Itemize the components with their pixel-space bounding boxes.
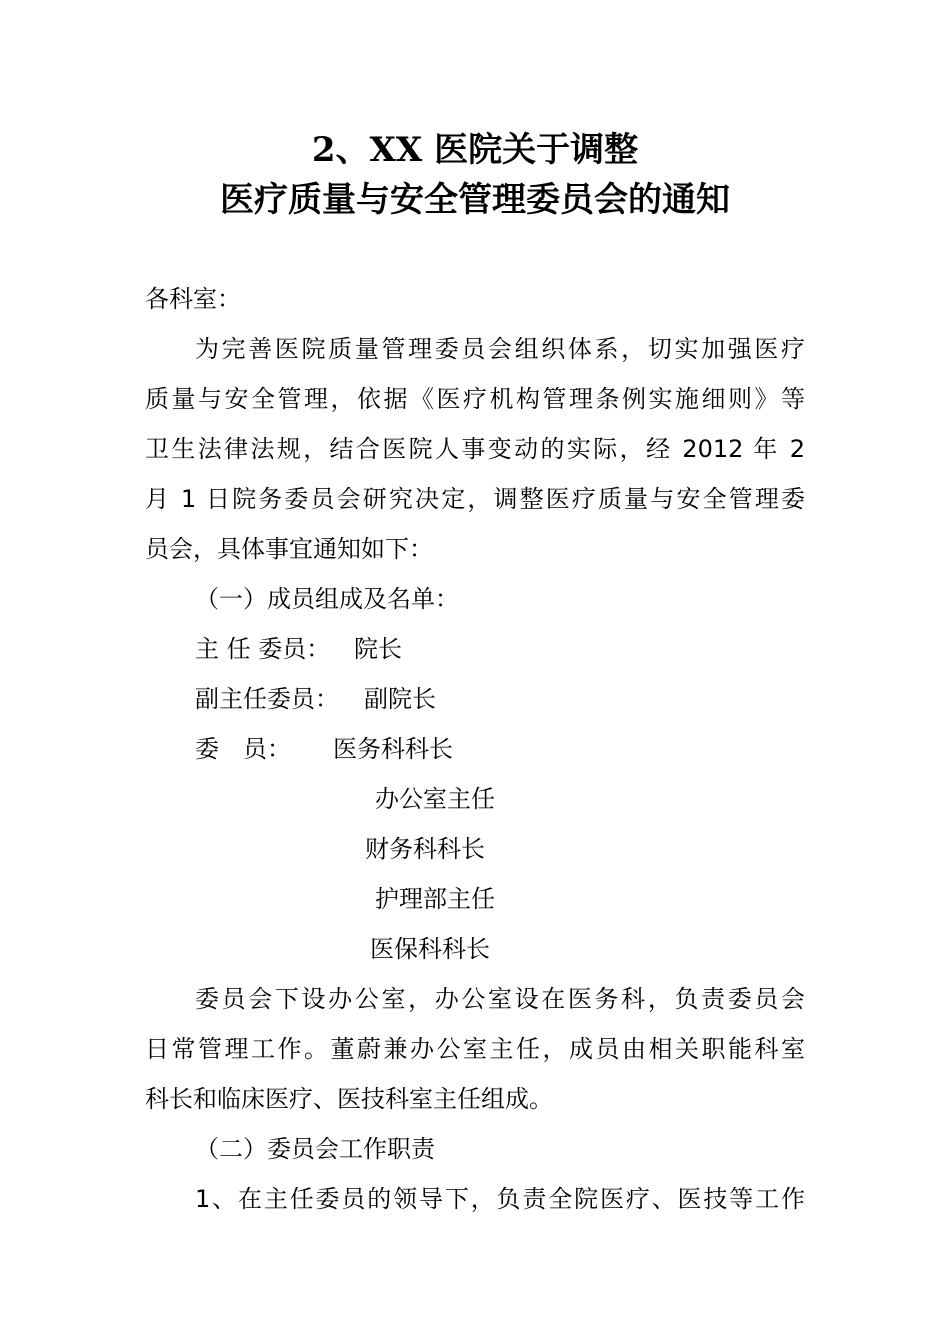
member-value-4: 护理部主任	[375, 885, 495, 913]
section-2-heading: （二）委员会工作职责	[195, 1135, 435, 1163]
intro-line-5: 员会，具体事宜通知如下：	[145, 535, 433, 563]
member-value-5: 医保科科长	[370, 935, 490, 963]
intro-line-4: 月 1 日院务委员会研究决定，调整医疗质量与安全管理委	[145, 485, 805, 513]
document-title-line-1: 2、XX 医院关于调整	[311, 130, 639, 170]
member-value-3: 财务科科长	[365, 835, 485, 863]
office-line-2: 日常管理工作。董蔚兼办公室主任，成员由相关职能科室	[145, 1035, 805, 1063]
deputy-value: 副院长	[364, 685, 436, 713]
intro-line-3: 卫生法律法规，结合医院人事变动的实际，经 2012 年 2	[145, 435, 805, 463]
section-1-heading: （一）成员组成及名单：	[195, 585, 459, 613]
member-value-2: 办公室主任	[375, 785, 495, 813]
deputy-label: 副主任委员：	[195, 685, 339, 713]
document-title-line-2: 医疗质量与安全管理委员会的通知	[220, 180, 730, 220]
director-label: 主 任 委员：	[195, 635, 331, 663]
duty-line-1: 1、在主任委员的领导下，负责全院医疗、医技等工作	[195, 1185, 805, 1213]
intro-line-1: 为完善医院质量管理委员会组织体系，切实加强医疗	[195, 335, 805, 363]
member-label: 委 员：	[195, 735, 291, 763]
office-line-1: 委员会下设办公室，办公室设在医务科，负责委员会	[195, 985, 805, 1013]
intro-line-2: 质量与安全管理，依据《医疗机构管理条例实施细则》等	[145, 385, 805, 413]
member-value-1: 医务科科长	[333, 735, 453, 763]
salutation: 各科室：	[145, 285, 241, 313]
office-line-3: 科长和临床医疗、医技科室主任组成。	[145, 1085, 553, 1113]
director-value: 院长	[354, 635, 402, 663]
